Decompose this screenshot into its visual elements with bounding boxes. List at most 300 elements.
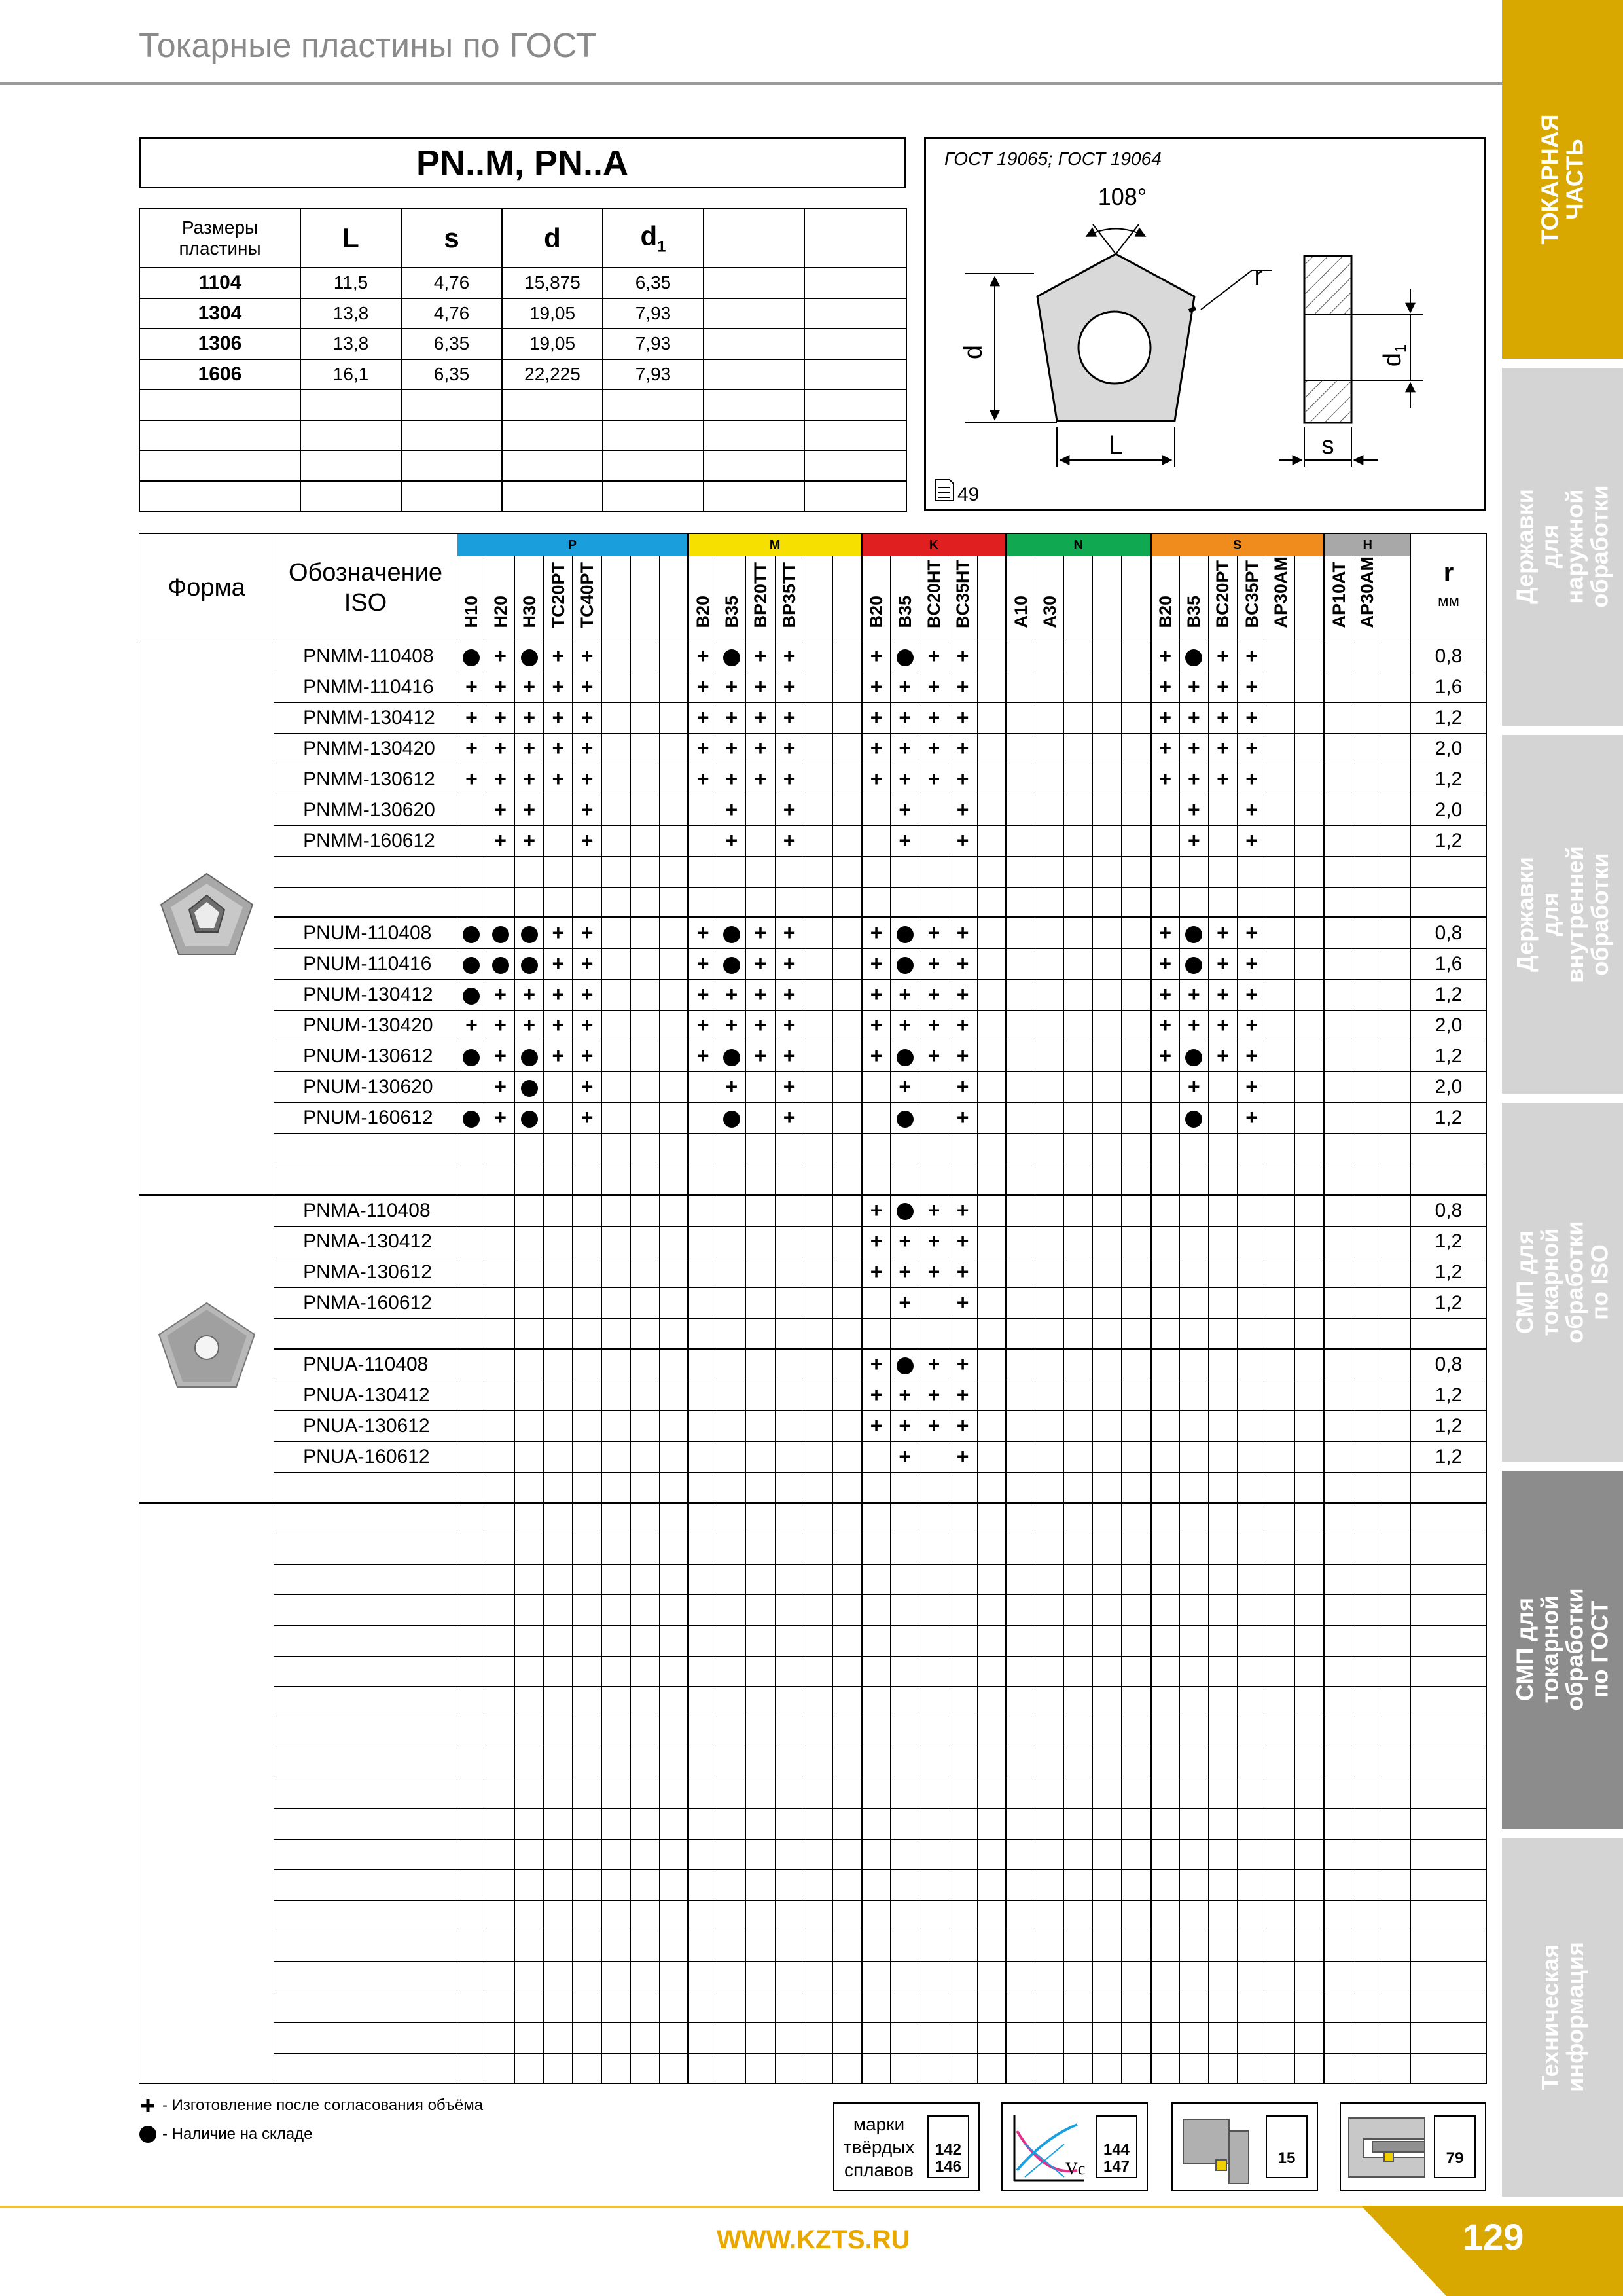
grade-cell [804, 826, 832, 857]
grade-cell [486, 2053, 514, 2084]
grade-cell [1353, 1534, 1382, 1564]
on-order-plus [717, 1072, 746, 1103]
on-order-plus [1208, 641, 1237, 672]
grade-cell [1208, 1534, 1237, 1564]
grade-cell [688, 1901, 717, 1931]
on-order-plus [1238, 734, 1266, 764]
grade-cell [1150, 1595, 1179, 1626]
grade-cell [919, 1962, 948, 1992]
plus-icon: + [783, 675, 796, 698]
grade-cell [1208, 857, 1237, 888]
grade-cell [688, 1103, 717, 1134]
grade-cell [486, 1287, 514, 1318]
grade-cell [1093, 1717, 1122, 1748]
grade-cell [1295, 1380, 1324, 1411]
plus-icon: + [1245, 829, 1258, 852]
grade-cell [832, 1072, 861, 1103]
grade-cell [1295, 2022, 1324, 2053]
grade-cell [862, 1839, 891, 1870]
grade-cell [832, 826, 861, 857]
plus-icon: + [552, 736, 565, 760]
grade-cell [717, 1717, 746, 1748]
grade-cell [544, 1257, 573, 1287]
grade-cell [1295, 764, 1324, 795]
on-order-plus [717, 703, 746, 734]
on-order-plus [573, 826, 601, 857]
grade-cell [1035, 1748, 1063, 1778]
dimension-cell [603, 450, 704, 481]
grade-cell [1295, 795, 1324, 826]
grade-cell [1266, 1473, 1295, 1503]
plus-icon: + [494, 644, 507, 668]
on-order-plus [891, 1011, 919, 1041]
grade-cell [457, 1992, 486, 2023]
on-order-plus [515, 795, 544, 826]
on-order-plus [746, 949, 775, 980]
grade-cell [746, 1534, 775, 1564]
grade-cell [1093, 1656, 1122, 1687]
grade-cell [1353, 1411, 1382, 1442]
grade-cell [1295, 1072, 1324, 1103]
grade-header [601, 556, 630, 641]
in-stock-dot [515, 1103, 544, 1134]
grade-cell [977, 2053, 1006, 2084]
plus-icon: + [1159, 644, 1171, 668]
grade-cell [630, 1901, 659, 1931]
on-order-plus [746, 641, 775, 672]
grade-cell [659, 1442, 688, 1473]
grade-cell [1035, 734, 1063, 764]
grade-cell [1064, 734, 1093, 764]
grade-cell [544, 1839, 573, 1870]
on-order-plus [515, 1011, 544, 1041]
plus-icon: + [696, 675, 709, 698]
grade-cell [717, 1349, 746, 1380]
in-stock-dot [457, 1041, 486, 1072]
grade-cell [1179, 1778, 1208, 1809]
grade-cell [1122, 1992, 1150, 2023]
on-order-plus [573, 1041, 601, 1072]
page-number: 129 [1463, 2216, 1524, 2257]
plus-icon: + [927, 1259, 940, 1283]
dimensions-header-row [139, 209, 906, 268]
grade-cell [1353, 1656, 1382, 1687]
on-order-plus [688, 764, 717, 795]
plus-icon: + [927, 982, 940, 1007]
grade-cell [977, 1226, 1006, 1257]
dimensions-row [139, 359, 906, 390]
grade-cell [1324, 672, 1353, 703]
grade-cell [746, 1287, 775, 1318]
in-stock-dot [515, 1072, 544, 1103]
grade-cell [919, 1287, 948, 1318]
grade-cell [977, 1442, 1006, 1473]
radius-value [1410, 1901, 1486, 1931]
grade-cell [919, 1103, 948, 1134]
grade-cell [1238, 1503, 1266, 1534]
radius-value: 1,2 [1410, 1380, 1486, 1411]
empty-row [139, 1473, 1487, 1503]
grade-cell [804, 672, 832, 703]
radius-value [1410, 1962, 1486, 1992]
plus-icon: + [1187, 675, 1200, 698]
grade-cell [1295, 826, 1324, 857]
grade-cell [1035, 1442, 1063, 1473]
grade-cell [1266, 1931, 1295, 1962]
iso-header: Обозначение ISO [274, 534, 457, 641]
plus-icon: + [552, 706, 565, 729]
iso-designation: PNUM-130612 [274, 1041, 457, 1072]
grade-cell [862, 1473, 891, 1503]
plus-icon: + [783, 1075, 796, 1099]
grade-cell [1266, 1625, 1295, 1656]
grade-cell [688, 1931, 717, 1962]
grade-cell [1382, 764, 1410, 795]
grade-cell [1353, 1992, 1382, 2023]
grade-cell [717, 887, 746, 918]
grade-cell [1382, 1931, 1410, 1962]
grade-cell [775, 1380, 804, 1411]
grade-cell [804, 1962, 832, 1992]
grade-cell [515, 1349, 544, 1380]
grade-cell [1382, 1625, 1410, 1656]
grade-cell [1295, 1931, 1324, 1962]
side-tab[interactable] [1502, 368, 1623, 726]
grade-cell [1324, 1625, 1353, 1656]
grade-cell [1208, 1473, 1237, 1503]
plus-icon: + [1159, 706, 1171, 729]
grade-cell [1353, 1839, 1382, 1870]
website-link[interactable]: WWW.KZTS.RU [717, 2225, 910, 2254]
grade-cell [630, 1748, 659, 1778]
grade-cell [1208, 795, 1237, 826]
dot-icon [521, 926, 538, 943]
page-reference-icon[interactable] [935, 480, 954, 501]
grade-cell [659, 1226, 688, 1257]
plus-icon: + [1217, 736, 1229, 760]
grade-cell [544, 1656, 573, 1687]
grade-cell [775, 1931, 804, 1962]
page-ref-number[interactable]: 49 [957, 484, 980, 505]
grade-cell [601, 1194, 630, 1226]
grade-cell [1266, 672, 1295, 703]
plus-icon: + [956, 1229, 969, 1253]
grade-cell [1208, 1687, 1237, 1717]
grade-cell [630, 1411, 659, 1442]
grade-cell [544, 1748, 573, 1778]
product-row [139, 795, 1487, 826]
grade-cell [601, 1625, 630, 1656]
radius-value [1410, 1625, 1486, 1656]
grade-cell [948, 2022, 977, 2053]
grade-cell [1064, 1164, 1093, 1195]
grade-cell [659, 1931, 688, 1962]
grade-cell [1266, 1748, 1295, 1778]
radius-value [1410, 1778, 1486, 1809]
plus-icon: + [899, 767, 912, 791]
grade-cell [1208, 1318, 1237, 1349]
grade-cell [746, 857, 775, 888]
grade-cell [1238, 1778, 1266, 1809]
ref-box-cutting-speed[interactable] [1001, 2102, 1148, 2191]
grade-cell [630, 734, 659, 764]
grade-cell [1064, 1503, 1093, 1534]
grade-cell [891, 1870, 919, 1901]
grade-cell [1382, 1687, 1410, 1717]
grade-cell [601, 1870, 630, 1901]
grade-cell [1382, 980, 1410, 1011]
on-order-plus [746, 918, 775, 949]
ref-box-external-holder[interactable] [1171, 2102, 1318, 2191]
grade-header [1382, 556, 1410, 641]
in-stock-dot [515, 1041, 544, 1072]
plus-icon: + [580, 798, 594, 821]
grade-header [832, 556, 861, 641]
empty-row [139, 1839, 1487, 1870]
grade-cell [1006, 1349, 1035, 1380]
grade-cell [1093, 857, 1122, 888]
grade-cell [1064, 1962, 1093, 1992]
on-order-plus [1208, 734, 1237, 764]
grade-cell [1208, 1564, 1237, 1595]
grade-cell [1035, 857, 1063, 888]
plus-icon: + [725, 982, 738, 1007]
side-tab[interactable] [1502, 1103, 1623, 1462]
dimension-cell: 7,93 [603, 359, 704, 390]
grade-cell [1064, 887, 1093, 918]
on-order-plus [544, 703, 573, 734]
grade-cell [1150, 1226, 1179, 1257]
legend-dot-row [137, 2120, 483, 2149]
on-order-plus [515, 703, 544, 734]
on-order-plus [948, 1226, 977, 1257]
grade-cell [601, 2022, 630, 2053]
iso-designation [274, 1503, 457, 1534]
plus-icon: + [580, 1044, 594, 1068]
grade-cell [1295, 1011, 1324, 1041]
ref-box-grades[interactable] [833, 2102, 980, 2191]
grade-cell [1122, 1318, 1150, 1349]
grade-cell [1238, 1901, 1266, 1931]
grade-cell [746, 1134, 775, 1164]
grade-cell [601, 1473, 630, 1503]
grade-cell [717, 1625, 746, 1656]
grade-cell [659, 1656, 688, 1687]
grade-cell [1382, 1318, 1410, 1349]
grade-cell [1006, 672, 1035, 703]
on-order-plus [1208, 949, 1237, 980]
grade-cell [1006, 1534, 1035, 1564]
grade-cell [948, 1748, 977, 1778]
grade-cell [1208, 1595, 1237, 1626]
iso-designation: PNUM-110408 [274, 918, 457, 949]
grade-cell [804, 1656, 832, 1687]
grade-cell [688, 887, 717, 918]
grade-cell [746, 1194, 775, 1226]
grade-cell [948, 857, 977, 888]
grade-cell [891, 1687, 919, 1717]
grade-cell [717, 1962, 746, 1992]
grade-cell [862, 1534, 891, 1564]
grade-cell [486, 1134, 514, 1164]
grade-cell [832, 1011, 861, 1041]
grade-cell [862, 1687, 891, 1717]
grade-cell [1353, 1194, 1382, 1226]
d1-label: $d_1$ [1379, 344, 1410, 367]
plus-icon: + [870, 767, 883, 791]
product-row [139, 764, 1487, 795]
grade-cell [1295, 980, 1324, 1011]
grade-cell [1064, 1473, 1093, 1503]
internal-holder-icon [1344, 2105, 1429, 2190]
grade-cell [804, 1931, 832, 1962]
radius-value: 1,2 [1410, 1041, 1486, 1072]
grade-cell [977, 980, 1006, 1011]
plus-icon [137, 2096, 158, 2115]
grade-cell [1064, 1103, 1093, 1134]
radius-value [1410, 2022, 1486, 2053]
product-row [139, 641, 1487, 672]
grade-cell [601, 1962, 630, 1992]
iso-designation [274, 1564, 457, 1595]
side-tab[interactable] [1502, 1471, 1623, 1829]
on-order-plus [1208, 918, 1237, 949]
grade-cell [630, 980, 659, 1011]
empty-row [139, 1778, 1487, 1809]
grade-cell [1238, 1164, 1266, 1195]
iso-designation: PNMM-130612 [274, 764, 457, 795]
grade-cell [1064, 1134, 1093, 1164]
ref-box-internal-holder[interactable] [1340, 2102, 1486, 2191]
dimension-cell: 7,93 [603, 298, 704, 329]
grade-cell [1353, 980, 1382, 1011]
radius-value [1410, 1931, 1486, 1962]
product-row [139, 918, 1487, 949]
grade-cell [1295, 1442, 1324, 1473]
grade-cell [1208, 1503, 1237, 1534]
grade-cell [948, 1870, 977, 1901]
grade-cell [804, 1072, 832, 1103]
grade-cell [891, 1931, 919, 1962]
grade-cell [457, 1134, 486, 1164]
grade-cell [891, 2022, 919, 2053]
on-order-plus [948, 1349, 977, 1380]
grade-cell [948, 1318, 977, 1349]
empty-row [139, 1717, 1487, 1748]
svg-text:Vc: Vc [1065, 2159, 1086, 2178]
grade-cell [746, 1931, 775, 1962]
radius-value [1410, 1992, 1486, 2023]
grade-cell [1122, 949, 1150, 980]
grade-cell [804, 1442, 832, 1473]
grade-cell [1179, 1564, 1208, 1595]
grade-cell [1324, 795, 1353, 826]
grade-cell [630, 918, 659, 949]
grade-cell [1295, 1103, 1324, 1134]
dot-icon [463, 1111, 480, 1128]
grade-cell [1122, 1748, 1150, 1778]
grade-cell [746, 1503, 775, 1534]
grade-cell [1208, 1103, 1237, 1134]
iso-designation [274, 1778, 457, 1809]
plus-icon: + [927, 767, 940, 791]
footer-divider [0, 2206, 1502, 2208]
grade-cell [1064, 2022, 1093, 2053]
ref-page-1: 15 [1277, 2149, 1296, 2167]
grade-cell [544, 2022, 573, 2053]
grade-cell [1324, 1473, 1353, 1503]
grade-cell [1295, 1748, 1324, 1778]
grade-cell [1382, 1257, 1410, 1287]
grade-cell [746, 1992, 775, 2023]
plus-icon: + [783, 982, 796, 1007]
on-order-plus [1238, 1041, 1266, 1072]
grade-cell [1295, 734, 1324, 764]
in-stock-dot [1179, 641, 1208, 672]
dimension-cell [502, 389, 603, 420]
grade-cell [1295, 641, 1324, 672]
side-tab[interactable] [1502, 0, 1623, 359]
grade-cell [457, 1534, 486, 1564]
grade-cell [1295, 1839, 1324, 1870]
iso-designation [274, 1318, 457, 1349]
grade-cell [1266, 1103, 1295, 1134]
grade-cell [1353, 1072, 1382, 1103]
plus-icon: + [580, 1075, 594, 1099]
plus-icon: + [580, 829, 594, 852]
on-order-plus [948, 1194, 977, 1226]
grades-header-row [139, 534, 1487, 556]
angle-label: 108° [1097, 183, 1147, 210]
grade-cell [688, 795, 717, 826]
grade-cell [515, 1962, 544, 1992]
grade-cell [1382, 672, 1410, 703]
grade-cell [688, 1287, 717, 1318]
grade-header [1295, 556, 1324, 641]
empty-row [139, 887, 1487, 918]
grade-cell [457, 1473, 486, 1503]
grade-cell [544, 2053, 573, 2084]
iso-designation [274, 1656, 457, 1687]
dimension-cell [502, 420, 603, 451]
grade-cell [1122, 1595, 1150, 1626]
plus-icon: + [899, 1229, 912, 1253]
grade-cell [775, 1962, 804, 1992]
plus-icon: + [1217, 952, 1229, 976]
grade-cell [977, 2022, 1006, 2053]
grade-cell [948, 1164, 977, 1195]
grade-cell [1150, 1748, 1179, 1778]
grade-cell [544, 1931, 573, 1962]
on-order-plus [1238, 672, 1266, 703]
grade-cell [1238, 1134, 1266, 1164]
grade-cell [1006, 1595, 1035, 1626]
grade-cell [1035, 918, 1063, 949]
side-tab[interactable] [1502, 1838, 1623, 2197]
grade-cell [775, 1564, 804, 1595]
grade-cell [1150, 1870, 1179, 1901]
grade-cell [832, 1318, 861, 1349]
grade-cell [573, 1318, 601, 1349]
grade-cell [515, 1564, 544, 1595]
grade-cell [601, 1380, 630, 1411]
grade-cell [891, 1748, 919, 1778]
side-tab[interactable] [1502, 735, 1623, 1094]
grade-cell [746, 1103, 775, 1134]
grade-cell [948, 1625, 977, 1656]
grade-cell [891, 2053, 919, 2084]
material-group-header: M [688, 534, 862, 556]
